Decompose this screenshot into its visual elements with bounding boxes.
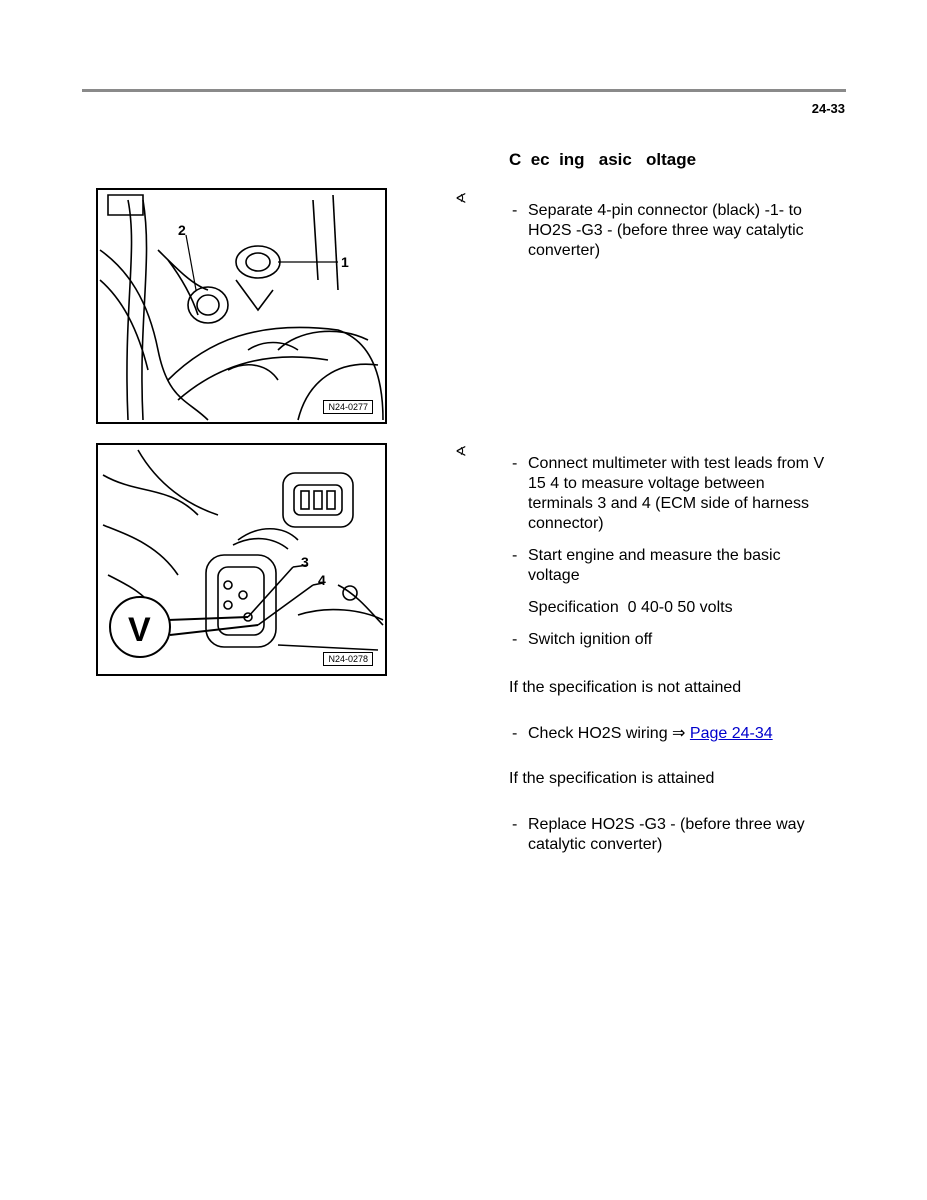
figure-2-label-v: V	[128, 611, 151, 649]
step-text: Start engine and measure the basic voltage	[528, 547, 781, 584]
figure-pointer-icon: ∢	[455, 443, 467, 459]
step-switch-off: - Switch ignition off	[512, 631, 653, 648]
step-replace-sensor: - Replace HO2S -G3 - (before three way catalytic converter)	[512, 816, 805, 853]
step-text: Check HO2S wiring ⇒	[528, 725, 690, 742]
replace-steps	[509, 815, 829, 867]
specification: Specification 0 40-0 50 volts	[528, 599, 733, 616]
figure-1-label-1: 1	[341, 254, 349, 270]
figure-1-code: N24-0277	[323, 400, 373, 414]
step-start-engine: - Start engine and measure the basic voltage	[512, 547, 781, 584]
section1-steps	[509, 201, 829, 273]
page-number: 24-33	[811, 101, 845, 116]
step-separate-connector: - Separate 4-pin connector (black) -1- to HO2S -G3 - (before three way catalytic converter)	[512, 202, 804, 259]
step-check-wiring: - Check HO2S wiring ⇒ Page 24-34	[512, 725, 773, 742]
figure-2-code: N24-0278	[323, 652, 373, 666]
condition-not-attained: If the specification is not attained	[509, 679, 742, 696]
header-rule	[82, 89, 846, 92]
step-text: Connect multimeter with test leads from V 15 4 to measure voltage between terminals 3 and 4 (ECM side of harness connector)	[528, 455, 825, 532]
figure-connector-location	[96, 188, 387, 424]
step-connect-multimeter: - Connect multimeter with test leads from V 15 4 to measure voltage between terminals 3 and 4 (ECM side of harness connector)	[512, 455, 825, 532]
figure-2-label-4: 4	[318, 572, 326, 588]
figure-multimeter-connection	[96, 443, 387, 676]
figure-1-drawing	[98, 190, 385, 422]
section-heading: C ec ing asic oltage	[509, 150, 697, 169]
step-text: Replace HO2S -G3 - (before three way catalytic converter)	[528, 816, 805, 853]
page-link[interactable]: Page 24-34	[689, 725, 773, 742]
figure-1-label-2: 2	[178, 222, 186, 238]
figure-2-drawing	[98, 445, 385, 674]
figure-pointer-icon: ∢	[455, 190, 467, 206]
section2-steps	[509, 454, 829, 662]
step-text: Switch ignition off	[528, 631, 653, 648]
figure-2-label-3: 3	[301, 554, 309, 570]
step-text: Separate 4-pin connector (black) -1- to HO2S -G3 - (before three way catalytic converter)	[528, 202, 804, 259]
check-wiring-steps	[509, 724, 829, 756]
condition-attained: If the specification is attained	[509, 770, 715, 787]
